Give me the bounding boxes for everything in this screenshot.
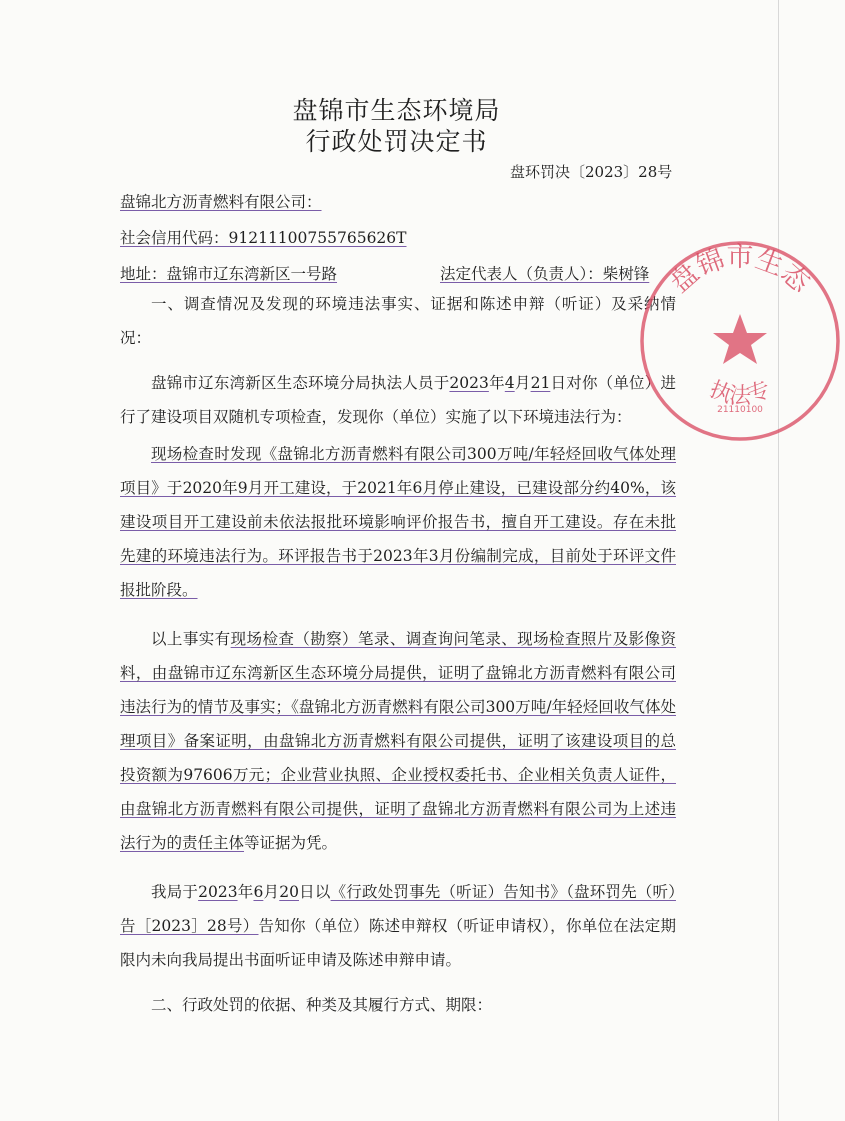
inspection-year: 2023 [449, 374, 489, 392]
inspection-suffix: 日对你（单位）进行了建设项目双随机专项检查，发现你（单位）实施了以下环境违法行为： [120, 374, 676, 426]
inspection-year-unit: 年 [488, 374, 505, 392]
document-title: 行政处罚决定书 [305, 127, 488, 156]
seal-text-top: 盘锦市生态 [664, 242, 816, 299]
evidence-suffix: 等证据为凭。 [244, 834, 338, 852]
party-address: 地址：盘锦市辽东湾新区一号路 [120, 265, 338, 283]
agency-title: 盘锦市生态环境局 [292, 96, 501, 125]
inspection-month-unit: 月 [514, 374, 531, 392]
page-edge [778, 0, 779, 1121]
seal-text-bottom: 执法专 [705, 377, 775, 409]
notice-month: 6 [253, 883, 264, 901]
official-seal [635, 236, 845, 446]
evidence-prefix: 以上事实有 [151, 630, 231, 648]
seal-star-icon [713, 314, 767, 364]
violation-facts-text: 现场检查时发现《盘锦北方沥青燃料有限公司300万吨/年轻烃回收气体处理项目》于2020年9月开工建设，于2021年6月停止建设，已建设部分约40%，该建设项目开工建设前未依法报批环境影响评价报告书，擅自开工建设。存在未批先建的环境违法行为。环评报告书于2023年3月份编制完成，目前处于环评文件报批阶段。 [120, 445, 676, 599]
notice-day-unit: 日以 [298, 883, 331, 901]
evidence-list: 现场检查（勘察）笔录、调查询问笔录、现场检查照片及影像资料，由盘锦市辽东湾新区生态环境分局提供，证明了盘锦北方沥青燃料有限公司违法行为的情节及事实；《盘锦北方沥青燃料有限公司300万吨/年轻烃回收气体处理项目》备案证明，由盘锦北方沥青燃料有限公司提供，证明了该建设项目的总投资额为97606万元；企业营业执照、企业授权委托书、企业相关负责人证件，由盘锦北方沥青燃料有限公司提供，证明了盘锦北方沥青燃料有限公司为上述违法行为的责任主体 [120, 630, 676, 852]
notice-year: 2023 [198, 883, 238, 901]
evidence-paragraph [120, 622, 676, 860]
document-number: 盘环罚决〔2023〕28号 [510, 163, 673, 181]
inspection-day: 21 [530, 374, 551, 392]
notice-suffix: 告知你（单位）陈述申辩权（听证申请权），你单位在法定期限内未向我局提出书面听证申请及陈述申辩申请。 [120, 917, 676, 969]
section-1-heading: 一、调查情况及发现的环境违法事实、证据和陈述申辩（听证）及采纳情况： [120, 295, 676, 347]
section-2-heading: 二、行政处罚的依据、种类及其履行方式、期限： [151, 996, 493, 1014]
notice-year-unit: 年 [237, 883, 254, 901]
notice-paragraph [120, 875, 676, 977]
violation-facts-paragraph [120, 437, 676, 607]
notice-day: 20 [279, 883, 299, 901]
notice-prefix: 我局于 [151, 883, 199, 901]
inspection-month: 4 [504, 374, 515, 392]
credit-code: 社会信用代码：91211100755765626T [120, 229, 407, 247]
legal-representative: 法定代表人（负责人）：柴树锋 [440, 265, 650, 283]
party-company: 盘锦北方沥青燃料有限公司： [120, 193, 322, 211]
notice-month-unit: 月 [263, 883, 280, 901]
seal-code: 21110100 [717, 405, 763, 415]
inspection-paragraph [120, 366, 676, 434]
inspection-prefix: 盘锦市辽东湾新区生态环境分局执法人员于 [151, 374, 450, 392]
notice-document-ref: 《行政处罚事先（听证）告知书》（盘环罚先（听）告［2023］28号） [120, 883, 676, 935]
